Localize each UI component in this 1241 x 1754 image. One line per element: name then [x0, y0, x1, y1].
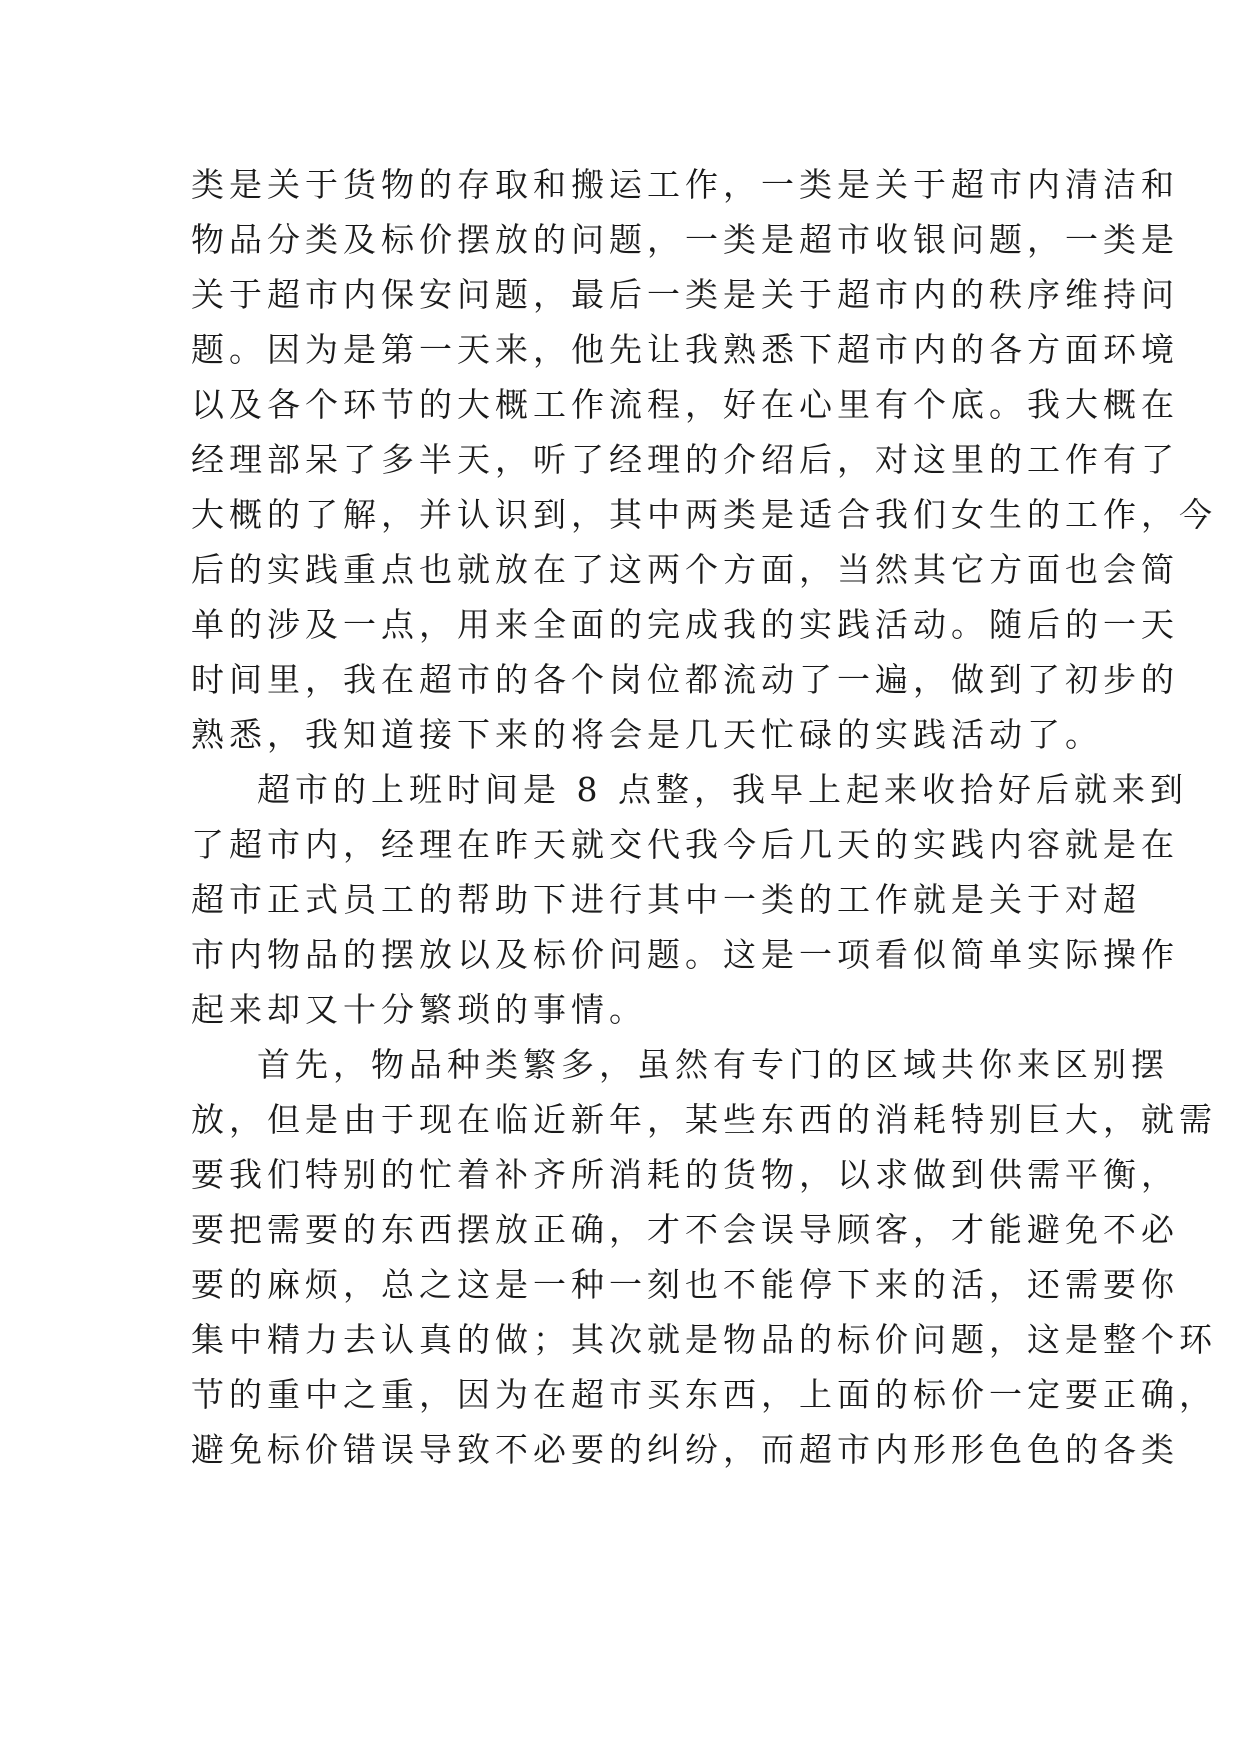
text-line: 物品分类及标价摆放的问题，一类是超市收银问题，一类是 [191, 220, 1179, 259]
text-line: 集中精力去认真的做；其次就是物品的标价问题，这是整个环 [191, 1320, 1217, 1359]
text-line: 要我们特别的忙着补齐所消耗的货物，以求做到供需平衡， [191, 1155, 1179, 1194]
text-line: 经理部呆了多半天，听了经理的介绍后，对这里的工作有了 [191, 440, 1179, 479]
text-line: 要的麻烦，总之这是一种一刻也不能停下来的活，还需要你 [191, 1265, 1179, 1304]
paragraph-first-line: 超市的上班时间是 8 点整，我早上起来收拾好后就来到 [257, 770, 1188, 809]
paragraph-first-line: 首先，物品种类繁多，虽然有专门的区域共你来区别摆 [257, 1045, 1169, 1084]
text-line: 题。因为是第一天来，他先让我熟悉下超市内的各方面环境 [191, 330, 1179, 369]
text-line: 熟悉，我知道接下来的将会是几天忙碌的实践活动了。 [191, 715, 1103, 754]
text-line: 关于超市内保安问题，最后一类是关于超市内的秩序维持问 [191, 275, 1179, 314]
text-line: 避免标价错误导致不必要的纠纷，而超市内形形色色的各类 [191, 1430, 1179, 1469]
text-line: 市内物品的摆放以及标价问题。这是一项看似简单实际操作 [191, 935, 1179, 974]
text-line: 节的重中之重，因为在超市买东西，上面的标价一定要正确， [191, 1375, 1217, 1414]
text-line: 时间里，我在超市的各个岗位都流动了一遍，做到了初步的 [191, 660, 1179, 699]
document-body [191, 157, 1217, 1477]
text-line: 后的实践重点也就放在了这两个方面，当然其它方面也会简 [191, 550, 1179, 589]
text-line: 了超市内，经理在昨天就交代我今后几天的实践内容就是在 [191, 825, 1179, 864]
text-line: 以及各个环节的大概工作流程，好在心里有个底。我大概在 [191, 385, 1179, 424]
text-line: 起来却又十分繁琐的事情。 [191, 990, 647, 1029]
text-line: 大概的了解，并认识到，其中两类是适合我们女生的工作，今 [191, 495, 1217, 534]
text-line: 放，但是由于现在临近新年，某些东西的消耗特别巨大，就需 [191, 1100, 1217, 1139]
text-line: 单的涉及一点，用来全面的完成我的实践活动。随后的一天 [191, 605, 1179, 644]
text-line: 超市正式员工的帮助下进行其中一类的工作就是关于对超 [191, 880, 1141, 919]
text-line: 类是关于货物的存取和搬运工作，一类是关于超市内清洁和 [191, 165, 1179, 204]
text-line: 要把需要的东西摆放正确，才不会误导顾客，才能避免不必 [191, 1210, 1179, 1249]
